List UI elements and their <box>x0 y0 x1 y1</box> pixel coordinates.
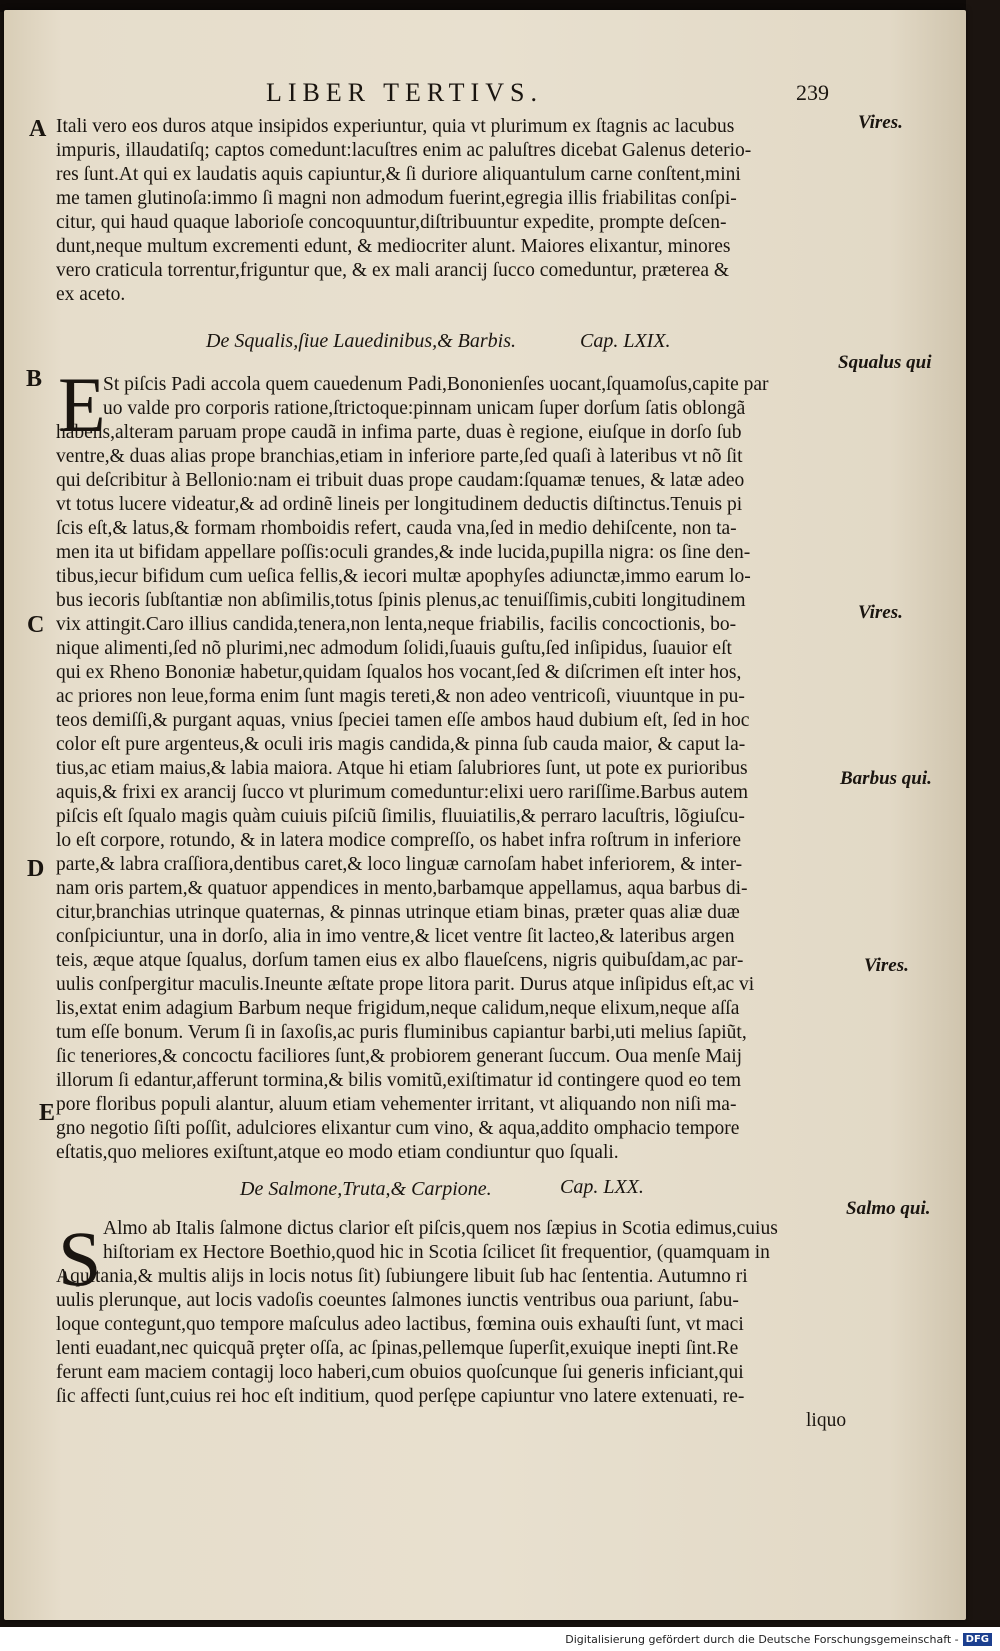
margin-note-vires: Vires. <box>864 955 909 976</box>
text-line: tius,ac etiam maius,& labia maiora. Atque hi etiam ſalubriores ſunt, ut pote ex purioribus <box>56 758 748 779</box>
text-line: Aquitania,& multis alijs in locis notus ſit) ſubiungere libuit ſub hac ſententia. Autumno ri <box>56 1266 748 1287</box>
text-line: lenti euadant,nec quicquã prȩter oſſa, ac ſpinas,pellemque ſuperſit,exuique inepti ſint.Re <box>56 1338 739 1359</box>
section-letter-b: B <box>26 366 43 392</box>
text-line: vix attingit.Caro illius candida,tenera,non lenta,neque friabilis, facilis concoctionis, bo- <box>56 614 737 635</box>
margin-note-barbus: Barbus qui. <box>840 768 932 789</box>
text-line: ac priores non leue,forma enim ſunt magis tereti,& non adeo ventricoſi, viuuntque in pu- <box>56 686 745 707</box>
text-line: gno negotio ſiſti poſſit, adulciores elixantur cum vino, & aqua,addito omphacio tempore <box>56 1118 740 1139</box>
margin-note-salmo: Salmo qui. <box>846 1198 931 1219</box>
text-line: uo valde pro corporis ratione,ſtrictoque:pinnam unicam ſuper dorſum ſatis oblongã <box>103 398 746 419</box>
section-letter-c: C <box>27 612 45 638</box>
section-letter-a: A <box>29 116 47 142</box>
section-letter-e: E <box>39 1100 56 1126</box>
text-line: teis, æque atque ſqualus, dorſum tamen eius ex albo flaueſcens, nigris quibuſdam,ac par- <box>56 950 744 971</box>
text-line: dunt,neque multum excrementi edunt, & mediocriter alunt. Maiores elixantur, minores <box>56 236 731 257</box>
text-line: men ita ut bifidam appellare poſſis:oculi grandes,& inde lucida,pupilla nigra: os ſine den- <box>56 542 751 563</box>
text-line: nam oris partem,& quatuor appendices in mento,barbamque appellamus, aqua barbus di- <box>56 878 748 899</box>
page-number: 239 <box>796 80 829 105</box>
text-line: lis,extat enim adagium Barbum neque frigidum,neque calidum,neque elixum,neque aſſa <box>56 998 740 1019</box>
text-line: vt totus lucere videatur,& ad ordinẽ lineis per longitudinem deductis diſtinctus.Tenuis pi <box>56 494 743 515</box>
text-line: qui deſcribitur à Bellonio:nam ei tribuit duas prope caudam:ſquamæ tenues, & latæ adeo <box>56 470 745 491</box>
text-line: uulis plerunque, aut locis vadoſis coeuntes ſalmones iunctis ventribus oua pariunt, ſabu- <box>56 1290 739 1311</box>
text-line: teos demiſſi,& purgant aquas, vnius ſpeciei tamen eſſe ambos haud dubium eſt, ſed in hoc <box>56 710 750 731</box>
credit-text: Digitalisierung gefördert durch die Deutsche Forschungsgemeinschaft - <box>565 1632 959 1646</box>
text-line: me tamen glutinoſa:immo ſi magni non admodum fuerint,egregia illis friabilitas conſpi- <box>56 188 737 209</box>
margin-note-vires: Vires. <box>858 602 903 623</box>
text-line: Almo ab Italis ſalmone dictus clarior eſt piſcis,quem nos ſæpius in Scotia edimus,cuius <box>103 1218 778 1239</box>
digitization-credit <box>0 1627 1000 1651</box>
text-line: piſcis eſt ſqualo magis quàm cuiuis piſciũ ſimilis, fluuiatilis,& perraro lacuſtris, lõgiuſcu- <box>56 806 745 827</box>
text-line: ſic affecti ſunt,cuius rei hoc eſt inditium, quod perſępe capiuntur vno latere extenuati, re- <box>56 1386 745 1407</box>
dfg-logo: DFG <box>963 1633 992 1646</box>
text-line: St piſcis Padi accola quem cauedenum Padi,Bononienſes uocant,ſquamoſus,capite par <box>103 374 769 395</box>
text-line: citur, qui haud quaque laborioſe concoquuntur,diſtribuuntur expedite, prompte deſcen- <box>56 212 727 233</box>
margin-note-vires: Vires. <box>858 112 903 133</box>
chapter-number: Cap. LXIX. <box>580 330 671 352</box>
chapter-title: De Salmone,Truta,& Carpione. <box>240 1178 492 1200</box>
text-line: qui ex Rheno Bononiæ habetur,quidam ſqualos hos vocant,ſed & diſcrimen eſt inter hos, <box>56 662 742 683</box>
text-line: habens,alteram paruam prope caudã in infima parte, duas è regione, eiuſque in dorſo ſub <box>56 422 742 443</box>
text-line: impuris, illaudatiſq; captos comedunt:lacuſtres enim ac paluſtres dicebat Galenus deterio- <box>56 140 752 161</box>
running-title: LIBER TERTIVS. <box>266 78 543 107</box>
text-line: loque contegunt,quo tempore maſculus adeo lactibus, fœmina ouis exhauſti ſunt, vt maci <box>56 1314 744 1335</box>
text-line: conſpiciuntur, una in dorſo, alia in imo ventre,& licet ventre ſit lacteo,& lateribus argen <box>56 926 735 947</box>
drop-cap: E <box>58 361 106 448</box>
text-line: res ſunt.At qui ex laudatis aquis capiuntur,& ſi duriore aliquantulum carne conſtent,mini <box>56 164 741 185</box>
chapter-number: Cap. LXX. <box>560 1176 644 1198</box>
text-line: bus iecoris ſubſtantiæ non abſimilis,totus ſpinis plenus,ac tenuiſſimis,cubiti longitudinem <box>56 590 746 611</box>
section-letter-d: D <box>27 856 45 882</box>
drop-cap: S <box>58 1215 102 1302</box>
text-line: citur,branchias utrinque quaternas, & pinnas utrinque etiam binas, præter quas aliæ duæ <box>56 902 740 923</box>
text-line: aquis,& frixi ex arancij ſucco vt plurimum comeduntur:elixi uero rariſſime.Barbus autem <box>56 782 749 803</box>
text-line: parte,& labra craſſiora,dentibus caret,& loco linguæ carnoſam habet inferiorem, & inter- <box>56 854 743 875</box>
text-line: ſic teneriores,& concoctu faciliores ſunt,& probiorem generant ſuccum. Oua menſe Maij <box>56 1046 743 1067</box>
text-line: tum eſſe bonum. Verum ſi in ſaxoſis,ac puris fluminibus capiantur barbi,uti melius ſapiũt, <box>56 1022 747 1043</box>
catchword: liquo <box>806 1410 847 1431</box>
text-line: color eſt pure argenteus,& oculi iris magis candida,& pinna ſub cauda maior, & caput la- <box>56 734 746 755</box>
text-line: Itali vero eos duros atque insipidos experiuntur, quia vt plurimum ex ſtagnis ac lacubus <box>56 116 735 137</box>
text-line: eſtatis,quo meliores exiſtunt,atque eo modo etiam condiuntur quo ſquali. <box>56 1142 619 1163</box>
text-line: tibus,iecur bifidum cum ueſica fellis,& iecori multæ apophyſes adiunctæ,immo earum lo- <box>56 566 751 587</box>
text-line: uulis conſpergitur maculis.Ineunte æſtate prope litora parit. Durus atque inſipidus eſt,ac vi <box>56 974 755 995</box>
text-line: ex aceto. <box>56 284 126 305</box>
chapter-title: De Squalis,ſiue Lauedinibus,& Barbis. <box>206 330 516 352</box>
scan-border-right <box>966 0 1000 1620</box>
text-line: vero craticula torrentur,friguntur que, & ex mali arancij ſucco comeduntur, præterea & <box>56 260 730 281</box>
text-line: lo eſt corpore, rotundo, & in latera modice compreſſo, os habet infra roſtrum in inferiore <box>56 830 741 851</box>
text-line: illorum ſi edantur,afferunt tormina,& bilis vomitũ,exiſtimatur id contingere quod eo tem <box>56 1070 742 1091</box>
text-line: ferunt eam maciem contagij loco haberi,cum obuios quoſcunque ſui generis inficiant,qui <box>56 1362 744 1383</box>
text-line: ſcis eſt,& latus,& formam rhomboidis refert, cauda vna,ſed in medio dehiſcente, non ta- <box>56 518 737 539</box>
margin-note-squalus: Squalus qui <box>838 352 932 373</box>
text-line: nique alimenti,ſed nõ plurimi,nec admodum ſolidi,ſuauis guſtu,ſed inſipidus, ſuauior eſt <box>56 638 732 659</box>
text-line: hiſtoriam ex Hectore Boethio,quod hic in Scotia ſcilicet ſit frequentior, (quamquam in <box>103 1242 770 1263</box>
text-line: pore floribus populi alantur, aluum etiam vehementer irritant, vt aliquando non niſi ma- <box>56 1094 737 1115</box>
text-line: ventre,& duas alias prope branchias,etiam in inferiore parte,ſed quaſi à lateribus vt nõ ſit <box>56 446 743 467</box>
